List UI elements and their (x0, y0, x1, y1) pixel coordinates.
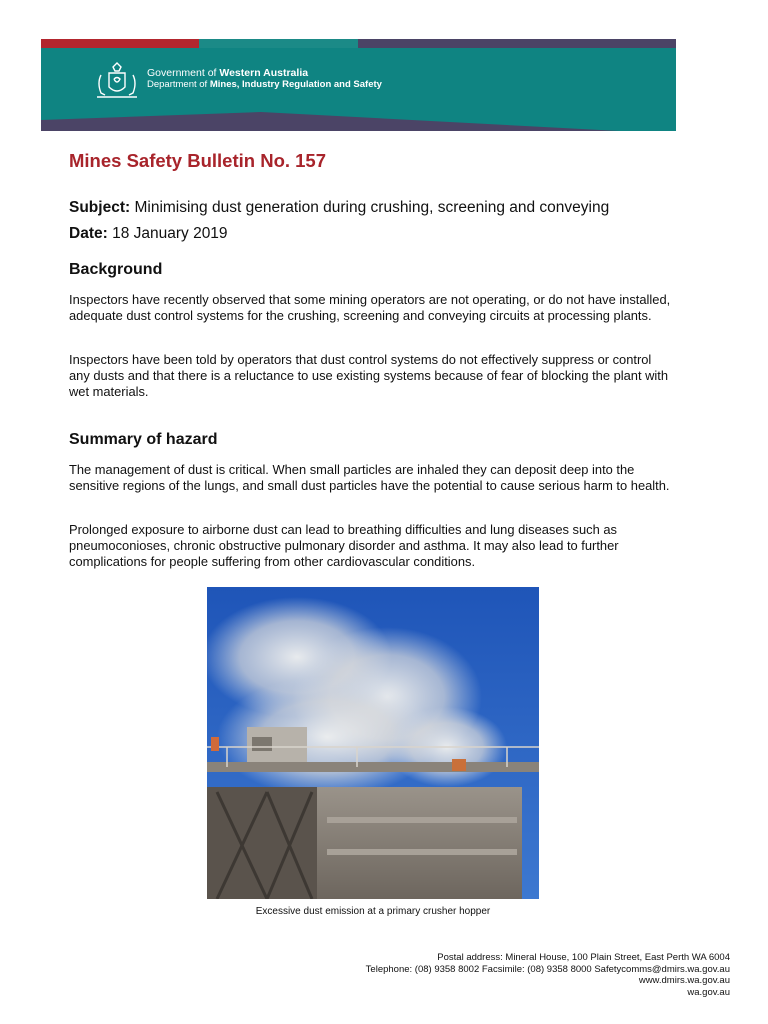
crusher-dust-photo (207, 587, 539, 899)
coat-of-arms-logo (87, 59, 147, 103)
date-label: Date: (69, 225, 108, 242)
header-stripe-purple (358, 39, 676, 48)
subject-value: Minimising dust generation during crushing, screening and conveying (130, 199, 610, 216)
header-stripe-red (41, 39, 199, 48)
subject-label: Subject: (69, 199, 131, 216)
footer-website-wa[interactable]: wa.gov.au (687, 986, 730, 998)
government-name: Government of Western Australia (147, 67, 309, 79)
background-heading: Background (69, 261, 163, 278)
date-line (69, 225, 228, 243)
hazard-paragraph-1: The management of dust is critical. When small particles are inhaled they can deposit deep into the sensitive regions of the lungs, and small dust particles have the potential to cause serious harm to health. (69, 462, 670, 493)
background-paragraph-1: Inspectors have recently observed that some mining operators are not operating, or do not have installed, adequate dust control systems for the crushing, screening and conveying circuits at processing plants. (69, 292, 671, 323)
footer-telephone: Telephone: (08) 9358 8002 Facsimile: (08) 9358 8000 Safetycomms@dmirs.wa.gov.au (365, 963, 730, 975)
hazard-paragraph-2: Prolonged exposure to airborne dust can lead to breathing difficulties and lung diseases such as pneumoconioses, chronic obstructive pulmonary disorder and asthma. It may also lead to further complications for people suffering from other cardiovascular conditions. (69, 522, 619, 569)
footer-website-dmirs[interactable]: www.dmirs.wa.gov.au (638, 975, 730, 986)
department-name: Department of Mines, Industry Regulation and Safety (147, 79, 382, 90)
footer-postal-address: Postal address: Mineral House, 100 Plain Street, East Perth WA 6004 (437, 952, 730, 963)
header-banner (41, 39, 676, 131)
background-paragraph-2: Inspectors have been told by operators that dust control systems do not effectively suppress or control any dusts and that there is a reluctance to use existing systems because of fear of blocking the plant with wet materials. (69, 352, 669, 399)
hazard-heading: Summary of hazard (69, 431, 218, 448)
bulletin-title: Mines Safety Bulletin No. 157 (69, 150, 327, 171)
figure-caption: Excessive dust emission at a primary crusher hopper (255, 906, 491, 917)
subject-line (69, 199, 609, 217)
date-value: 18 January 2019 (107, 225, 228, 242)
footer-contact (366, 952, 730, 998)
header-stripe-teal (199, 39, 358, 48)
